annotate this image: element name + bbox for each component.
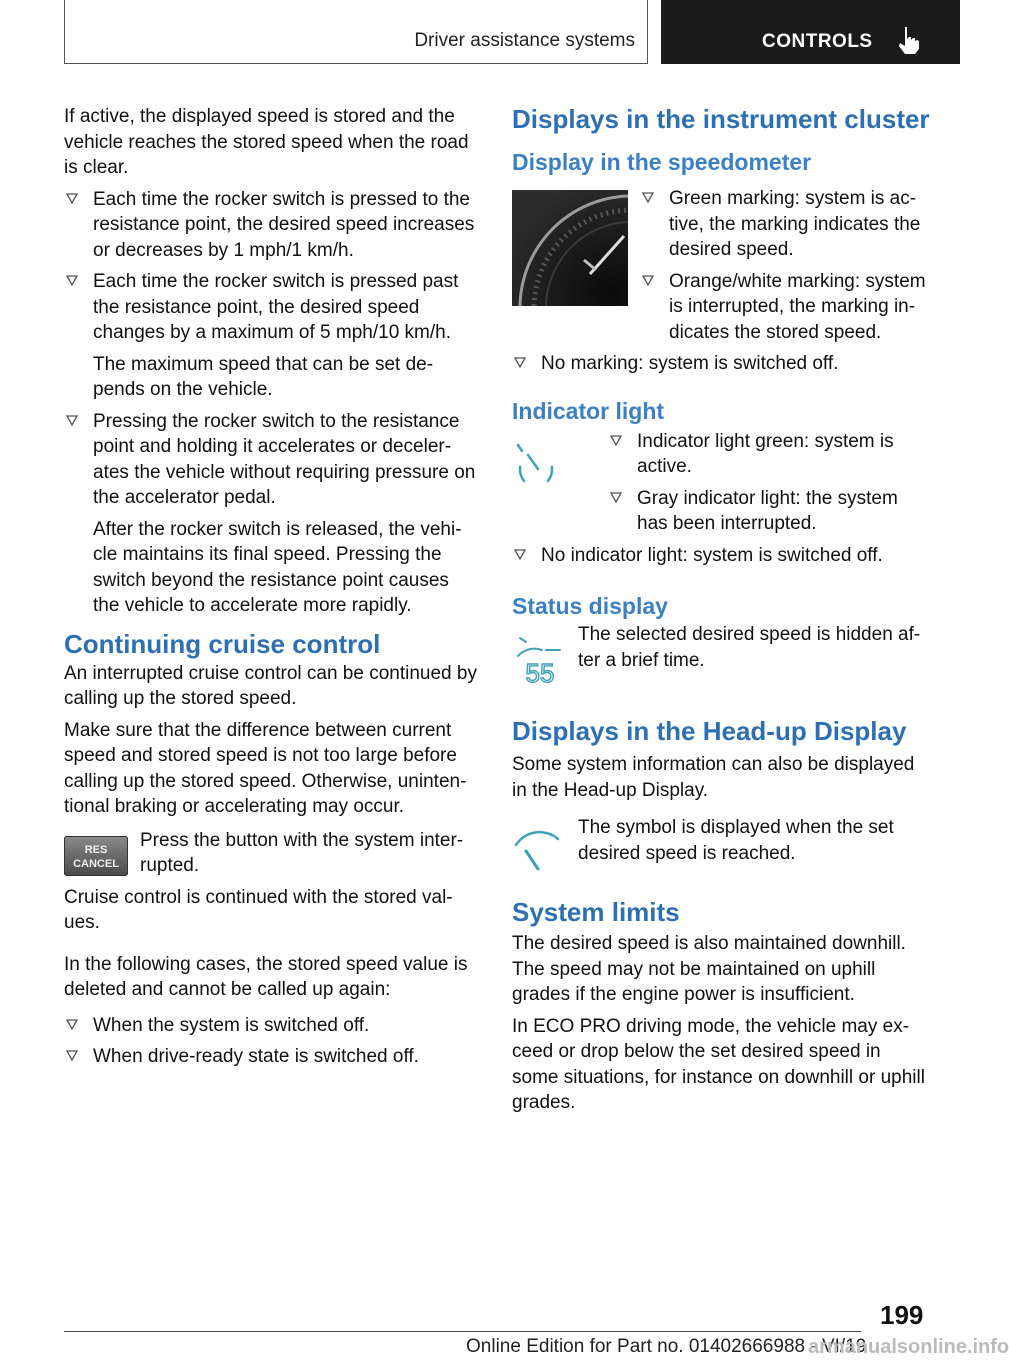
footer-watermark: armanualsonline.info bbox=[808, 1336, 1009, 1358]
hud-text: The symbol is displayed when the set desired speed is reached. bbox=[578, 817, 894, 864]
triangle-bullet-icon bbox=[610, 491, 622, 503]
indicator-heading: Indicator light bbox=[512, 397, 665, 424]
limits-heading: System limits bbox=[512, 897, 680, 927]
list-item bbox=[640, 186, 932, 263]
speedometer-off-list bbox=[512, 351, 932, 377]
displays-heading: Displays in the instrument cluster bbox=[512, 104, 930, 134]
indicator-off-list bbox=[512, 543, 932, 569]
list-item-text: Indicator light green: system is active. bbox=[637, 430, 894, 477]
speedometer-heading: Display in the speedometer bbox=[512, 149, 812, 175]
list-item-text: When drive-ready state is switched off. bbox=[93, 1046, 419, 1067]
list-item bbox=[512, 543, 932, 569]
button-label-line1: RES bbox=[84, 843, 108, 856]
res-cancel-row bbox=[64, 829, 480, 879]
hud-row bbox=[512, 817, 932, 879]
speedometer-marking-image bbox=[512, 190, 628, 306]
left-column bbox=[64, 104, 480, 1076]
list-item-subtext: The maximum speed that can be set de‐pends on the vehicle. bbox=[93, 353, 434, 400]
continued-paragraph: Cruise control is continued with the stored val‐ues. bbox=[64, 886, 453, 933]
speedometer-list bbox=[640, 186, 932, 351]
status-text: The selected desired speed is hidden af‐ter a brief time. bbox=[578, 624, 921, 671]
footer-divider bbox=[64, 1331, 861, 1332]
limits-paragraph-2: In ECO PRO driving mode, the vehicle may ex‐ceed or drop below the set desired speed in some situations, for instance on downhill or uphill grades. bbox=[512, 1015, 925, 1113]
status-heading: Status display bbox=[512, 593, 668, 619]
cruise-speed-55-icon bbox=[512, 632, 566, 686]
triangle-bullet-icon bbox=[66, 414, 78, 426]
header-section-title: Driver assistance systems bbox=[414, 30, 635, 51]
header-chapter-title: CONTROLS bbox=[762, 31, 873, 52]
deleted-paragraph: In the following cases, the stored speed value is deleted and cannot be called up again: bbox=[64, 953, 468, 1000]
triangle-bullet-icon bbox=[514, 356, 526, 368]
triangle-bullet-icon bbox=[66, 1049, 78, 1061]
hud-cruise-symbol-icon bbox=[512, 825, 566, 879]
list-item-text: Gray indicator light: the system has been interrupted. bbox=[637, 487, 898, 534]
deleted-cases-list bbox=[64, 1013, 480, 1070]
continuing-heading: Continuing cruise control bbox=[64, 628, 381, 659]
page-number: 199 bbox=[880, 1300, 924, 1330]
continuing-paragraph-1: An interrupted cruise control can be continued by calling up the stored speed. bbox=[64, 662, 477, 709]
rocker-switch-list bbox=[64, 187, 480, 619]
pointing-hand-icon bbox=[896, 25, 922, 55]
header-chapter-box bbox=[661, 0, 960, 64]
list-item-text: Pressing the rocker switch to the resistance point and holding it accelerates or deceler‐ates the vehicle without requiring pressure on the accelerator pedal. bbox=[93, 410, 476, 508]
indicator-list bbox=[608, 429, 932, 543]
list-item bbox=[64, 187, 480, 264]
list-item bbox=[64, 409, 480, 619]
list-item bbox=[64, 269, 480, 403]
button-label-line2: CANCEL bbox=[73, 857, 119, 870]
list-item bbox=[608, 486, 932, 537]
list-item-text: Green marking: system is ac‐tive, the marking indicates the desired speed. bbox=[669, 188, 921, 260]
list-item bbox=[608, 429, 932, 480]
list-item-text: Each time the rocker switch is pressed past the resistance point, the desired speed changes by a maximum of 5 mph/10 km/h. bbox=[93, 271, 459, 343]
indicator-row bbox=[512, 430, 932, 543]
status-icon-number: 55 bbox=[525, 658, 555, 688]
speedometer-row bbox=[512, 188, 932, 351]
hud-paragraph: Some system information can also be displayed in the Head-up Display. bbox=[512, 754, 915, 801]
header-section-box bbox=[64, 0, 648, 64]
list-item-text: When the system is switched off. bbox=[93, 1014, 370, 1036]
cruise-control-indicator-icon bbox=[512, 435, 566, 489]
list-item bbox=[64, 1044, 480, 1070]
triangle-bullet-icon bbox=[642, 191, 654, 203]
triangle-bullet-icon bbox=[642, 274, 654, 286]
list-item bbox=[512, 351, 932, 377]
triangle-bullet-icon bbox=[610, 434, 622, 446]
footer-edition: Online Edition for Part no. 01402666988 - VI/19 bbox=[466, 1336, 867, 1357]
continuing-paragraph-2: Make sure that the difference between current speed and stored speed is not too large before calling up the stored speed. Otherwise, uninten‐tional braking or accelerating may occur. bbox=[64, 719, 467, 817]
triangle-bullet-icon bbox=[66, 192, 78, 204]
status-row bbox=[512, 624, 932, 688]
triangle-bullet-icon bbox=[66, 274, 78, 286]
res-cancel-button-icon bbox=[64, 836, 128, 876]
list-item-text: Each time the rocker switch is pressed to the resistance point, the desired speed increases or decreases by 1 mph/1 km/h. bbox=[93, 188, 475, 261]
right-column bbox=[512, 104, 932, 1116]
list-item bbox=[64, 1013, 480, 1039]
list-item-subtext: After the rocker switch is released, the vehi‐cle maintains its final speed. Pressing the switch beyond the resistance point causes the vehicle to accelerate more rapidly. bbox=[93, 518, 462, 616]
triangle-bullet-icon bbox=[514, 548, 526, 560]
hud-heading: Displays in the Head-up Display bbox=[512, 716, 907, 746]
list-item bbox=[640, 269, 932, 346]
limits-paragraph-1: The desired speed is also maintained downhill. The speed may not be maintained on uphill grades if the engine power is insufficient. bbox=[512, 933, 906, 1005]
list-item-text: Orange/white marking: system is interrupted, the marking in‐dicates the stored speed. bbox=[669, 270, 926, 343]
list-item-text: No indicator light: system is switched off. bbox=[541, 544, 883, 566]
list-item-text: No marking: system is switched off. bbox=[541, 353, 839, 374]
res-cancel-text: Press the button with the system inter‐rupted. bbox=[140, 829, 464, 876]
triangle-bullet-icon bbox=[66, 1018, 78, 1030]
intro-paragraph: If active, the displayed speed is stored and the vehicle reaches the stored speed when the road is clear. bbox=[64, 106, 469, 178]
